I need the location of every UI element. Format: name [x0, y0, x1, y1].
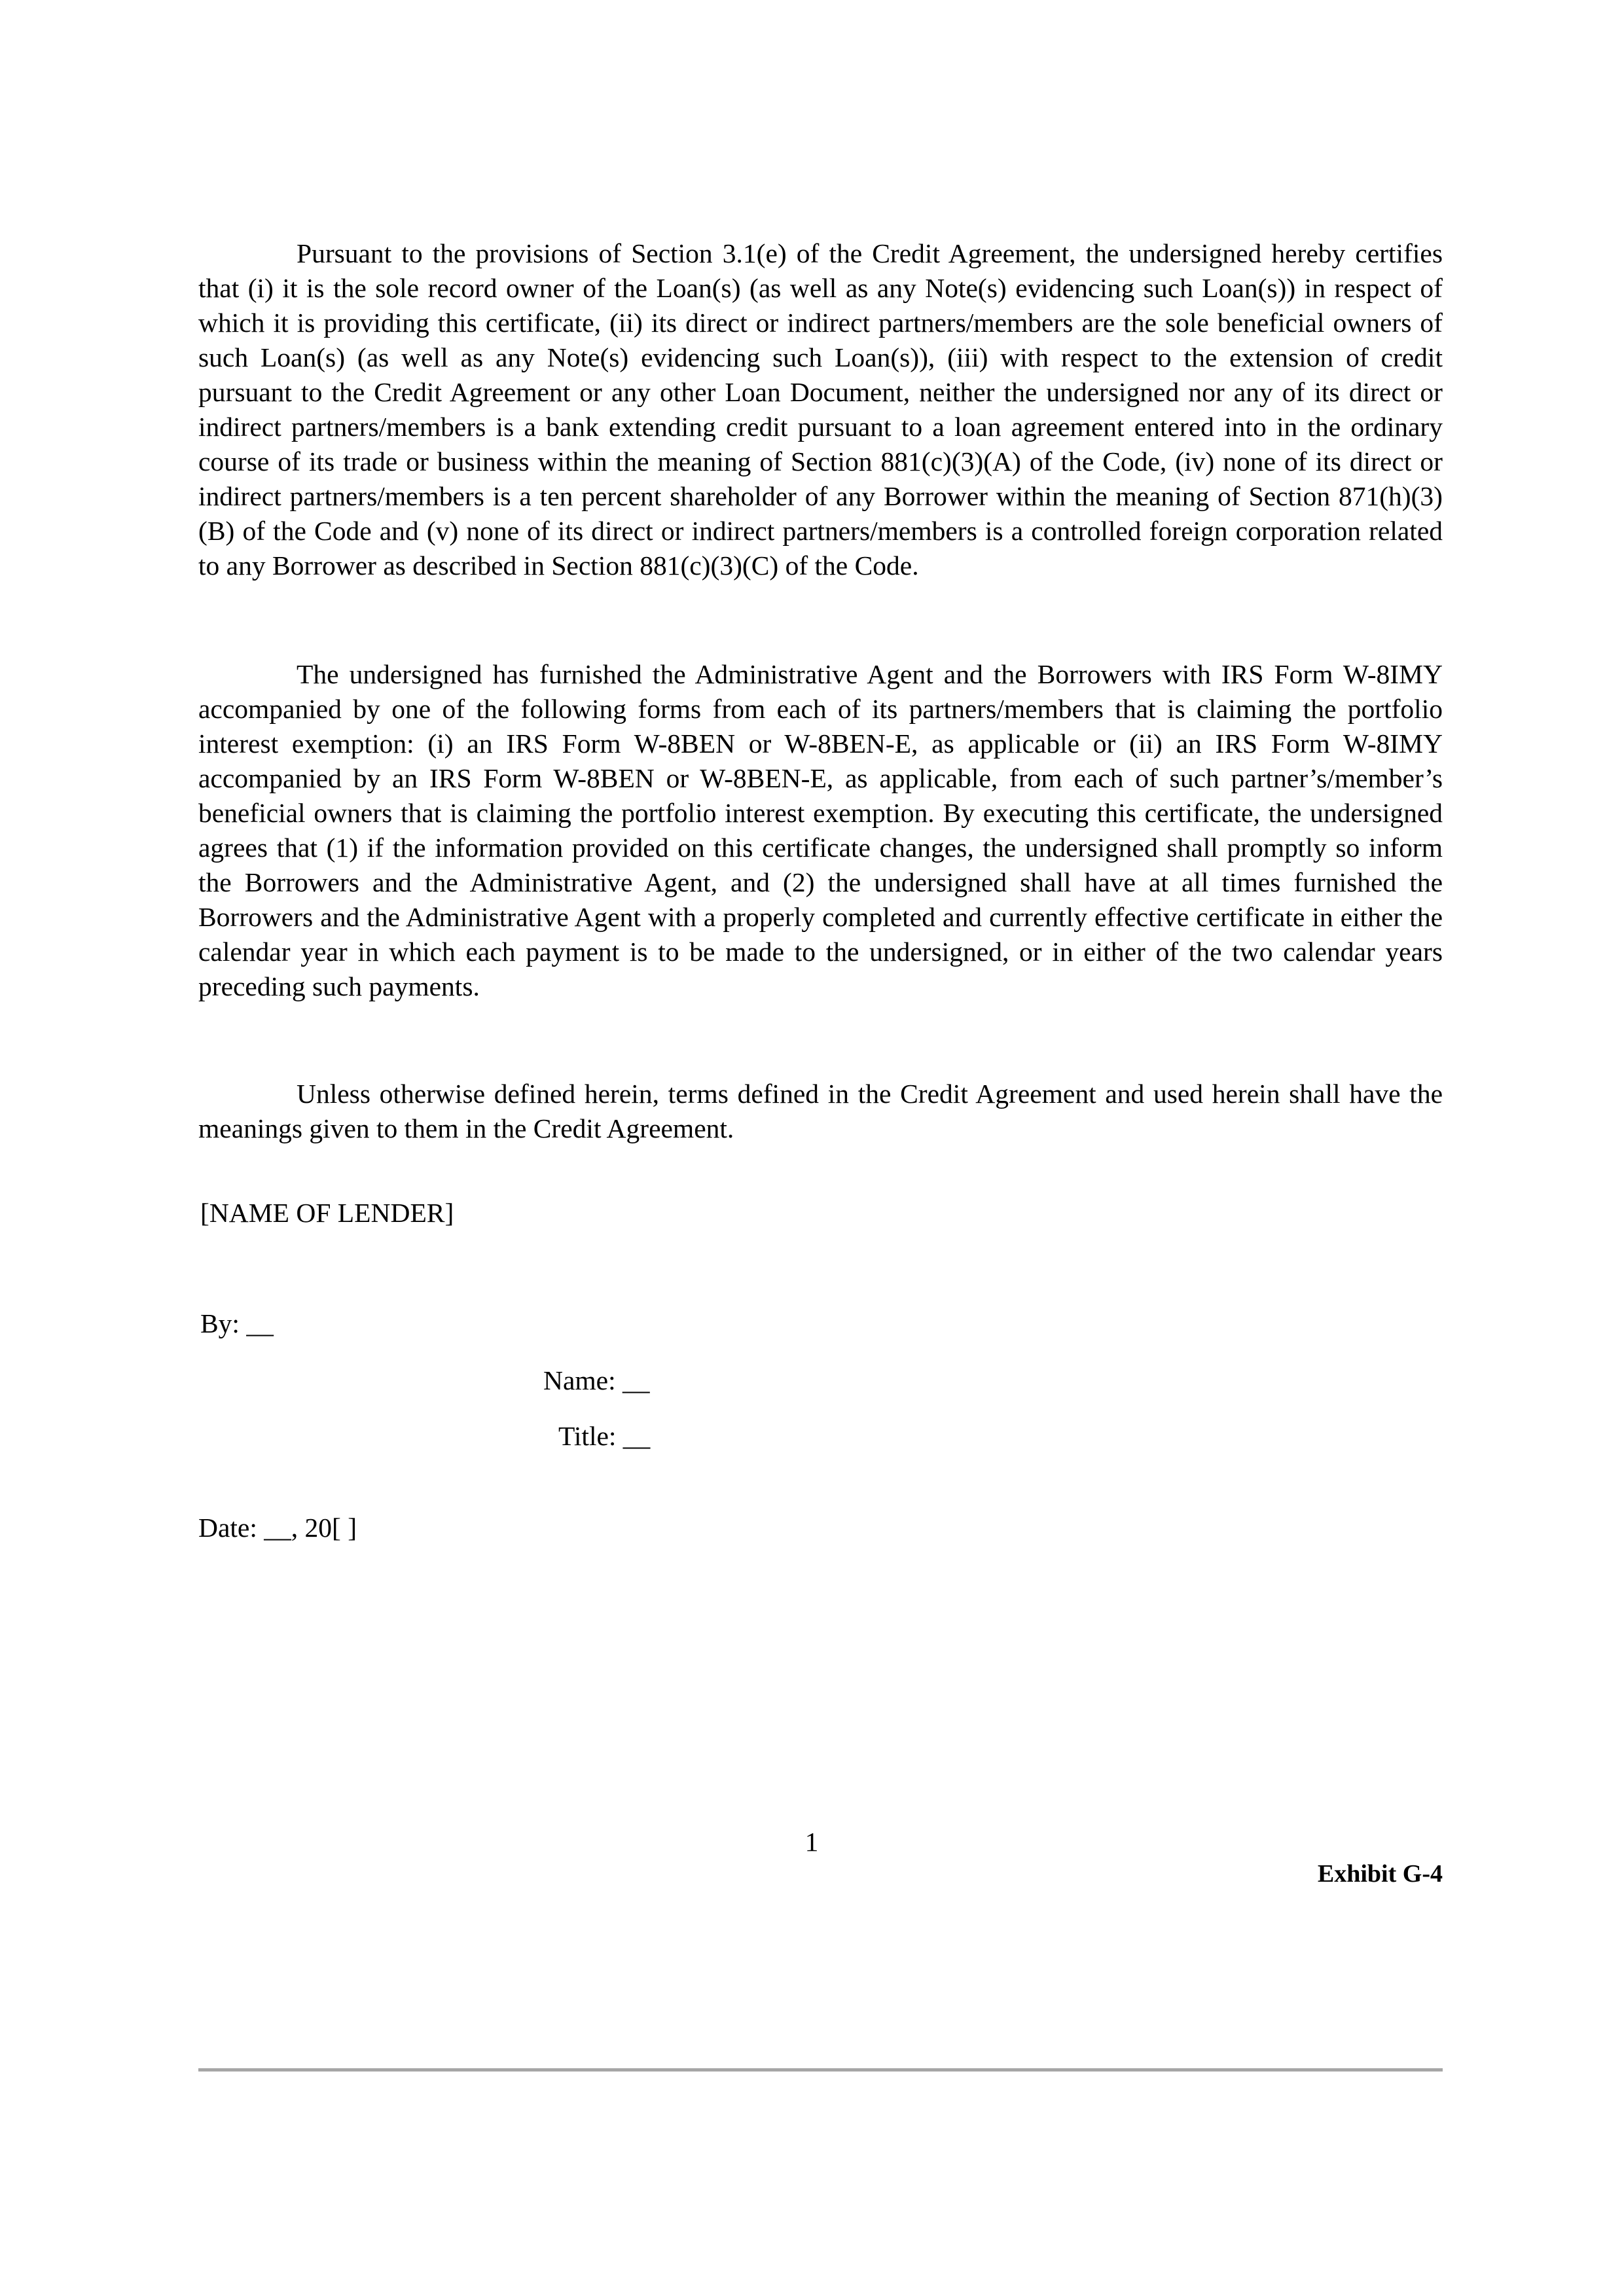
- definitions-paragraph: [198, 1077, 1443, 1146]
- page-number: 1: [804, 1827, 819, 1857]
- footer-divider: [198, 2068, 1443, 2072]
- paragraph-text: The undersigned has furnished the Administrative Agent and the Borrowers with IRS Form W-8IMY accompanied by one of the following forms from each of its partners/members that is claiming the portfolio interest exemption: (i) an IRS Form W-8BEN or W-8BEN-E, as applicable or (ii) an IRS Form W-8IMY accompanied by an IRS Form W-8BEN or W-8BEN-E, as applicable, from each of such partner’s/member’s beneficial owners that is claiming the portfolio interest exemption. By executing this certificate, the undersigned agrees that (1) if the information provided on this certificate changes, the undersigned shall promptly so inform the Borrowers and the Administrative Agent, and (2) the undersigned shall have at all times furnished the Borrowers and the Administrative Agent with a properly completed and currently effective certificate in either the calendar year in which each payment is to be made to the undersigned, or in either of the two calendar years preceding such payments.: [198, 659, 1443, 1001]
- forms-furnished-paragraph: [198, 657, 1443, 1004]
- lender-name: [NAME OF LENDER]: [200, 1198, 454, 1228]
- exhibit-label: Exhibit G-4: [1317, 1860, 1443, 1888]
- signatory-name-line: Name: __: [543, 1365, 650, 1395]
- signature-by-line: By: __: [200, 1308, 274, 1338]
- paragraph-text: Pursuant to the provisions of Section 3.1(e) of the Credit Agreement, the undersigned hereby certifies that (i) it is the sole record owner of the Loan(s) (as well as any Note(s) evidencing such Loan(s)) in respect of which it is providing this certificate, (ii) its direct or indirect partners/members are the sole beneficial owners of such Loan(s) (as well as any Note(s) evidencing such Loan(s)), (iii) with respect to the extension of credit pursuant to the Credit Agreement or any other Loan Document, neither the undersigned nor any of its direct or indirect partners/members is a bank extending credit pursuant to a loan agreement entered into in the ordinary course of its trade or business within the meaning of Section 881(c)(3)(A) of the Code, (iv) none of its direct or indirect partners/members is a ten percent shareholder of any Borrower within the meaning of Section 871(h)(3)(B) of the Code and (v) none of its direct or indirect partners/members is a controlled foreign corporation related to any Borrower as described in Section 881(c)(3)(C) of the Code.: [198, 238, 1443, 581]
- date-line: Date: __, 20[ ]: [198, 1513, 357, 1543]
- certification-paragraph: [198, 236, 1443, 583]
- signatory-title-line: Title: __: [558, 1421, 651, 1451]
- paragraph-text: Unless otherwise defined herein, terms defined in the Credit Agreement and used herein shall have the meanings given to them in the Credit Agreement.: [198, 1079, 1443, 1143]
